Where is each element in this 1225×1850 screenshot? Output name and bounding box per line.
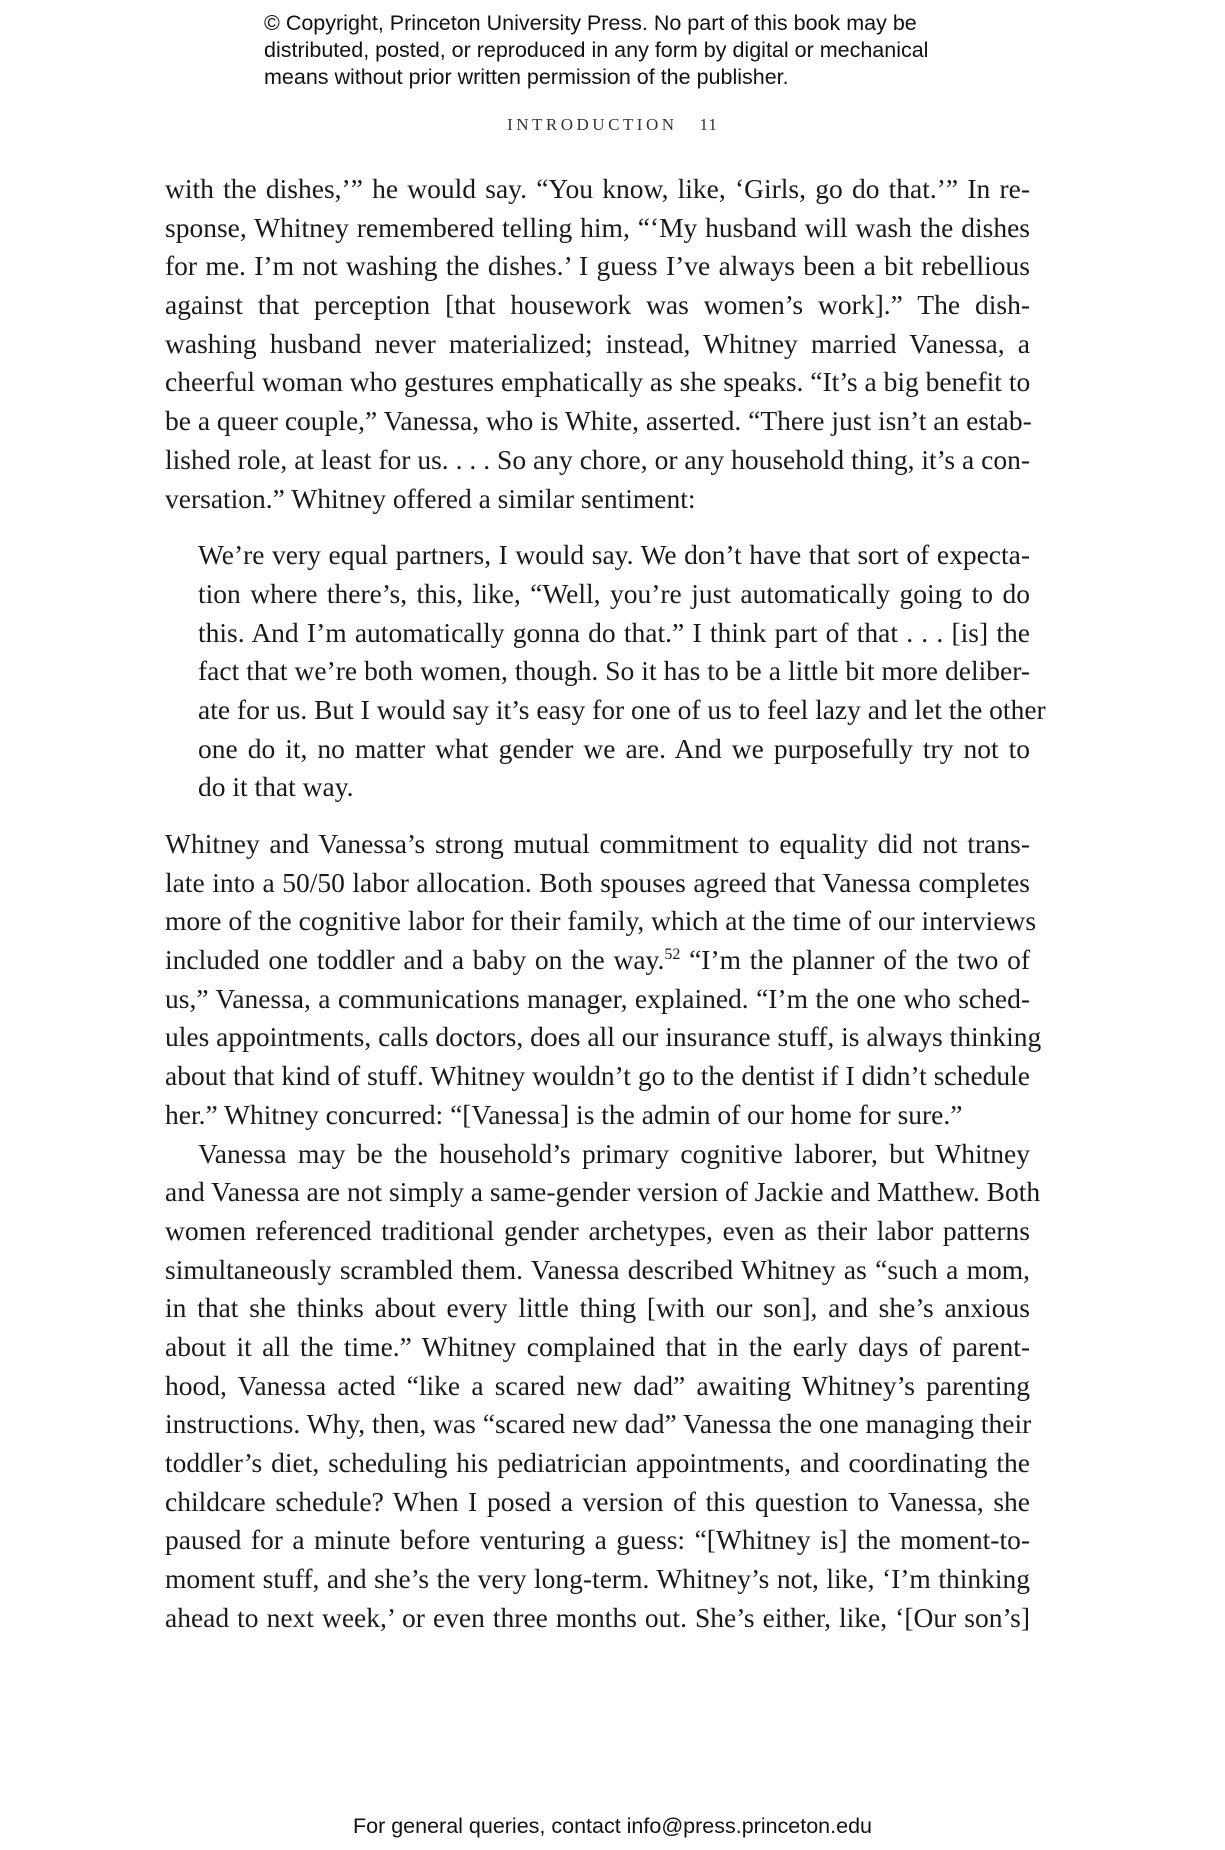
text-line: paused for a minute before venturing a guess: “[Whitney is] the moment-to-: [165, 1524, 1030, 1556]
text-line: cheerful woman who gestures emphatically as she speaks. “It’s a big benefit to: [165, 366, 1031, 398]
quote-line: this. And I’m automatically gonna do that.” I think part of that . . . [is] the: [198, 616, 1030, 648]
text-line: us,” Vanessa, a communications manager, explained. “I’m the one who sched-: [165, 982, 1030, 1014]
text-line: hood, Vanessa acted “like a scared new dad” awaiting Whitney’s parenting: [165, 1369, 1030, 1401]
copyright-line: distributed, posted, or reproduced in any form by digital or mechanical: [264, 38, 929, 62]
text-line: childcare schedule? When I posed a version of this question to Vanessa, she: [165, 1485, 1030, 1517]
text-line: Vanessa may be the household’s primary cognitive laborer, but Whitney: [198, 1137, 1030, 1169]
copyright-line: means without prior written permission of the publisher.: [264, 65, 789, 89]
quote-line: fact that we’re both women, though. So it has to be a little bit more deliber-: [198, 655, 1030, 687]
paragraph-1: [165, 170, 1030, 518]
text-line: her.” Whitney concurred: “[Vanessa] is the admin of our home for sure.”: [165, 1098, 963, 1130]
text-line: ahead to next week,’ or even three months out. She’s either, like, ‘[Our son’s]: [165, 1601, 1030, 1633]
text-line: women referenced traditional gender archetypes, even as their labor patterns: [165, 1214, 1030, 1246]
text-line: and Vanessa are not simply a same-gender version of Jackie and Matthew. Both: [165, 1176, 1041, 1208]
footnote-marker[interactable]: 52: [664, 945, 681, 963]
quote-line: ate for us. But I would say it’s easy for one of us to feel lazy and let the other: [198, 693, 1046, 725]
text-line: about that kind of stuff. Whitney wouldn’t go to the dentist if I didn’t schedule: [165, 1060, 1030, 1092]
copyright-notice: [264, 10, 1024, 91]
text-line: more of the cognitive labor for their family, which at the time of our interviews: [165, 905, 1037, 937]
text-line: be a queer couple,” Vanessa, who is White, asserted. “There just isn’t an estab-: [165, 405, 1032, 437]
text-line: versation.” Whitney offered a similar sentiment:: [165, 482, 696, 514]
text-fragment: included one toddler and a baby on the way.: [165, 944, 665, 976]
text-line: simultaneously scrambled them. Vanessa described Whitney as “such a mom,: [165, 1253, 1030, 1285]
quote-line: tion where there’s, this, like, “Well, you’re just automatically going to do: [198, 577, 1030, 609]
quote-line: one do it, no matter what gender we are. And we purposefully try not to: [198, 732, 1030, 764]
text-line: with the dishes,’” he would say. “You know, like, ‘Girls, go do that.’” In re-: [165, 173, 1030, 204]
text-fragment: “I’m the planner of the two of: [680, 944, 1030, 976]
text-line: toddler’s diet, scheduling his pediatrician appointments, and coordinating the: [165, 1447, 1030, 1478]
quote-line: do it that way.: [198, 771, 354, 803]
text-line: ules appointments, calls doctors, does all our insurance stuff, is always thinking: [165, 1021, 1042, 1053]
copyright-line: © Copyright, Princeton University Press. No part of this book may be: [264, 11, 917, 35]
text-line: for me. I’m not washing the dishes.’ I guess I’ve always been a bit rebellious: [165, 250, 1030, 282]
text-line: in that she thinks about every little thing [with our son], and she’s anxious: [165, 1292, 1030, 1324]
text-line: late into a 50/50 labor allocation. Both spouses agreed that Vanessa completes: [165, 866, 1030, 898]
text-line: lished role, at least for us. . . . So any chore, or any household thing, it’s a con-: [165, 443, 1030, 475]
text-line: moment stuff, and she’s the very long-term. Whitney’s not, like, ‘I’m thinking: [165, 1563, 1030, 1595]
text-line: about it all the time.” Whitney complained that in the early days of parent-: [165, 1330, 1030, 1362]
body-text: [165, 170, 1046, 1637]
quote-line: We’re very equal partners, I would say. We don’t have that sort of expecta-: [198, 539, 1030, 571]
paragraph-3: [165, 1135, 1041, 1638]
paragraph-2: [165, 825, 1042, 1135]
text-line: washing husband never materialized; instead, Whitney married Vanessa, a: [165, 327, 1030, 359]
text-line: Whitney and Vanessa’s strong mutual commitment to equality did not trans-: [165, 828, 1030, 859]
running-head: [0, 115, 1225, 135]
text-line: instructions. Why, then, was “scared new dad” Vanessa the one managing their: [165, 1408, 1032, 1440]
block-quote: [198, 536, 1046, 807]
text-line: sponse, Whitney remembered telling him, “‘My husband will wash the dishes: [165, 211, 1030, 243]
running-head-section: INTRODUCTION: [507, 115, 678, 134]
text-line-with-footnote: [165, 941, 1030, 980]
footer-contact: For general queries, contact info@press.princeton.edu: [352, 1814, 872, 1838]
text-line: against that perception [that housework was women’s work].” The dish-: [165, 289, 1030, 321]
page-number: 11: [699, 115, 718, 134]
